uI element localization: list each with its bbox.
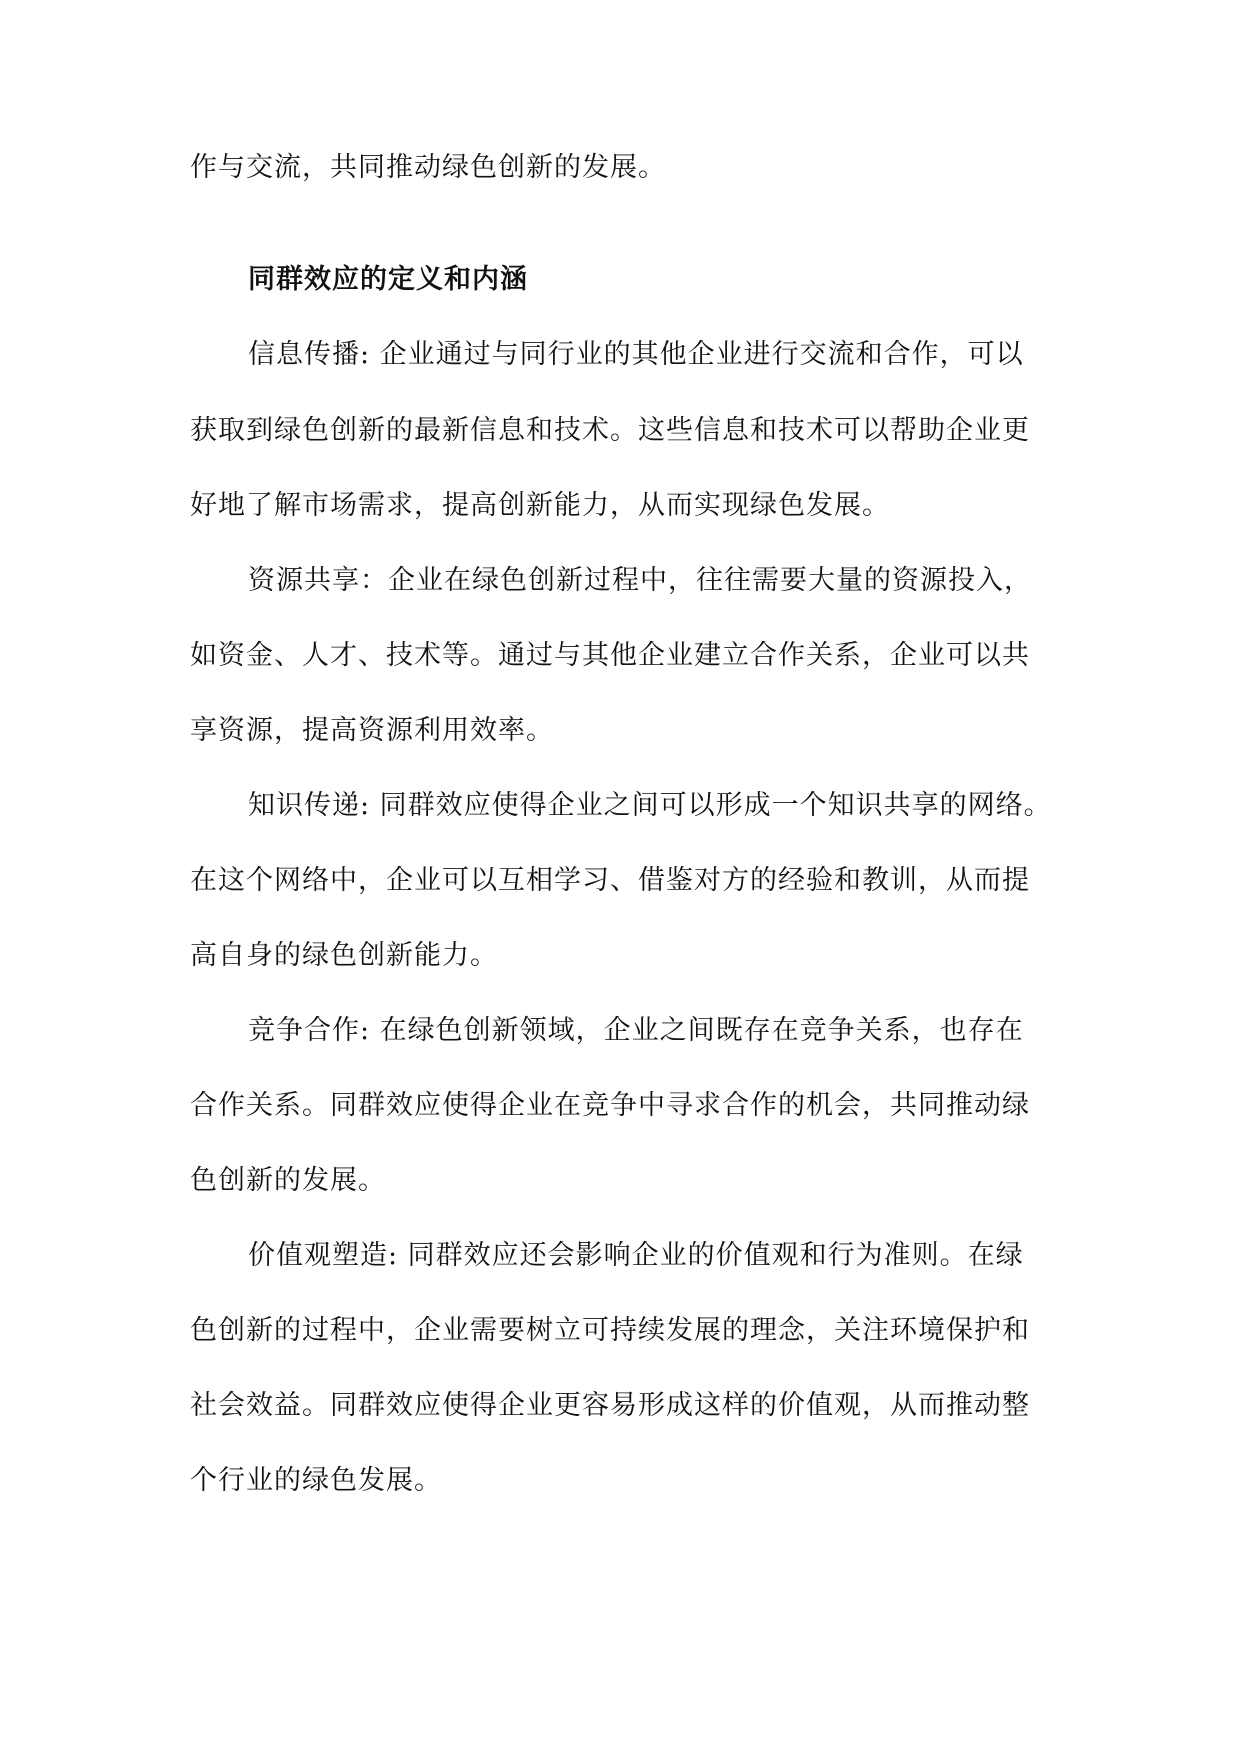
paragraph-line: 合作关系。同群效应使得企业在竞争中寻求合作的机会，共同推动绿 bbox=[190, 1090, 1030, 1121]
continuation-text: 作与交流，共同推动绿色创新的发展。 bbox=[190, 152, 666, 183]
paragraph-line: 资源共享：企业在绿色创新过程中，往往需要大量的资源投入， bbox=[248, 565, 1032, 596]
paragraph-line: 在这个网络中，企业可以互相学习、借鉴对方的经验和教训，从而提 bbox=[190, 865, 1030, 896]
paragraph-line: 社会效益。同群效应使得企业更容易形成这样的价值观，从而推动整 bbox=[190, 1390, 1030, 1421]
paragraph-line: 价值观塑造: 同群效应还会影响企业的价值观和行为准则。在绿 bbox=[248, 1240, 1024, 1271]
section-heading: 同群效应的定义和内涵 bbox=[248, 264, 528, 295]
paragraph-line: 个行业的绿色发展。 bbox=[190, 1465, 442, 1496]
paragraph-line: 色创新的过程中，企业需要树立可持续发展的理念，关注环境保护和 bbox=[190, 1315, 1030, 1346]
paragraph-line: 竞争合作: 在绿色创新领域，企业之间既存在竞争关系，也存在 bbox=[248, 1015, 1024, 1046]
paragraph-line: 色创新的发展。 bbox=[190, 1165, 386, 1196]
paragraph-line: 获取到绿色创新的最新信息和技术。这些信息和技术可以帮助企业更 bbox=[190, 415, 1030, 446]
paragraph-line: 享资源，提高资源利用效率。 bbox=[190, 715, 554, 746]
paragraph-line: 如资金、人才、技术等。通过与其他企业建立合作关系，企业可以共 bbox=[190, 640, 1030, 671]
paragraph-line: 知识传递: 同群效应使得企业之间可以形成一个知识共享的网络。 bbox=[248, 790, 1052, 821]
paragraph-line: 信息传播: 企业通过与同行业的其他企业进行交流和合作，可以 bbox=[248, 339, 1024, 370]
paragraph-line: 高自身的绿色创新能力。 bbox=[190, 940, 498, 971]
paragraph-line: 好地了解市场需求，提高创新能力，从而实现绿色发展。 bbox=[190, 490, 890, 521]
